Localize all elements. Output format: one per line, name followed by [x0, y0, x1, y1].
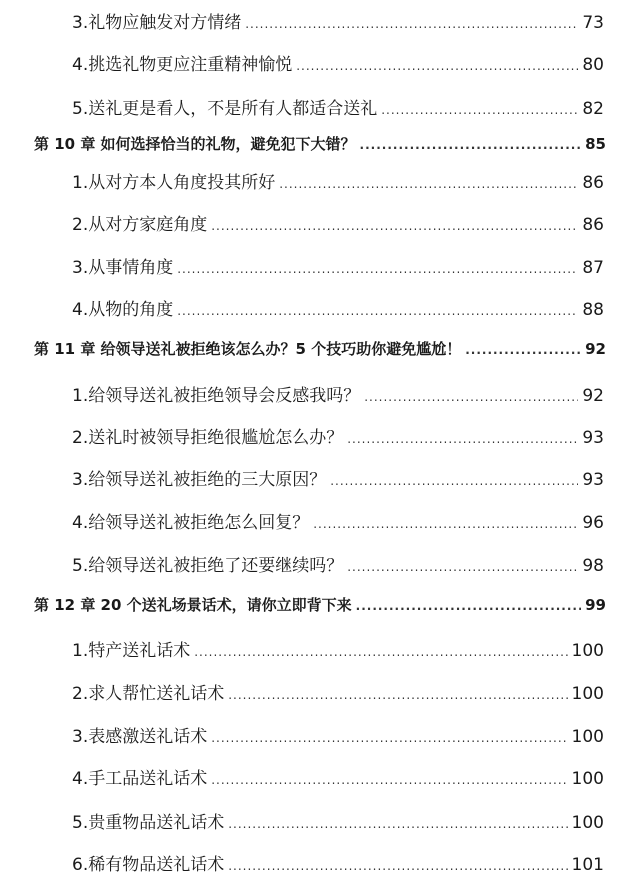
toc-entry-title: 1.给领导送礼被拒绝领导会反感我吗？ — [72, 386, 361, 406]
toc-page-number: 100 — [571, 641, 604, 661]
toc-page-number: 92 — [582, 386, 604, 406]
dot-leader — [347, 432, 578, 446]
toc-page-number: 92 — [585, 340, 606, 358]
dot-leader — [177, 304, 578, 318]
toc-entry-title: 3.给领导送礼被拒绝的三大原因？ — [72, 470, 327, 490]
toc-page-number: 73 — [582, 13, 604, 33]
toc-entry-title: 5.贵重物品送礼话术 — [72, 813, 225, 833]
toc-entry-title: 5.送礼更是看人，不是所有人都适合送礼 — [72, 99, 378, 119]
dot-leader — [360, 138, 582, 152]
dot-leader — [211, 731, 567, 745]
toc-entry-title: 4.给领导送礼被拒绝怎么回复？ — [72, 513, 310, 533]
toc-entry-title: 2.求人帮忙送礼话术 — [72, 684, 225, 704]
toc-page-number: 86 — [582, 215, 604, 235]
toc-entry-title: 5.给领导送礼被拒绝了还要继续吗？ — [72, 556, 344, 576]
dot-leader — [279, 177, 578, 191]
toc-page-number: 100 — [571, 727, 604, 747]
toc-page-number: 98 — [582, 556, 604, 576]
toc-section-row[interactable] — [72, 253, 604, 278]
toc-section-row[interactable] — [72, 381, 604, 406]
toc-section-row[interactable] — [72, 808, 604, 833]
toc-entry-title: 第 11 章 给领导送礼被拒绝该怎么办？5 个技巧助你避免尴尬！ — [34, 340, 462, 358]
toc-section-row[interactable] — [72, 210, 604, 235]
toc-page-number: 96 — [582, 513, 604, 533]
toc-entry-title: 第 12 章 20 个送礼场景话术，请你立即背下来 — [34, 596, 352, 614]
toc-section-row[interactable] — [72, 679, 604, 704]
toc-page-number: 82 — [582, 99, 604, 119]
dot-leader — [228, 859, 567, 873]
toc-entry-title: 3.从事情角度 — [72, 258, 174, 278]
toc-section-row[interactable] — [72, 551, 604, 576]
toc-page-number: 85 — [585, 135, 606, 153]
toc-chapter-row[interactable] — [34, 594, 606, 615]
toc-page-number: 100 — [571, 684, 604, 704]
toc-section-row[interactable] — [72, 722, 604, 747]
dot-leader — [330, 474, 578, 488]
toc-entry-title: 4.挑选礼物更应注重精神愉悦 — [72, 55, 293, 75]
toc-page-number: 100 — [571, 813, 604, 833]
dot-leader — [177, 262, 578, 276]
dot-leader — [211, 219, 578, 233]
dot-leader — [228, 817, 567, 831]
toc-chapter-row[interactable] — [34, 133, 606, 154]
toc-entry-title: 6.稀有物品送礼话术 — [72, 855, 225, 875]
toc-entry-title: 1.从对方本人角度投其所好 — [72, 173, 276, 193]
toc-section-row[interactable] — [72, 423, 604, 448]
dot-leader — [211, 773, 567, 787]
toc-page-number: 100 — [571, 769, 604, 789]
toc-entry-title: 2.送礼时被领导拒绝很尴尬怎么办？ — [72, 428, 344, 448]
toc-entry-title: 3.礼物应触发对方情绪 — [72, 13, 242, 33]
dot-leader — [228, 688, 567, 702]
toc-section-row[interactable] — [72, 465, 604, 490]
toc-page-number: 99 — [585, 596, 606, 614]
toc-entry-title: 第 10 章 如何选择恰当的礼物，避免犯下大错？ — [34, 135, 356, 153]
toc-section-row[interactable] — [72, 636, 604, 661]
toc-section-row[interactable] — [72, 50, 604, 75]
dot-leader — [364, 390, 578, 404]
dot-leader — [194, 645, 567, 659]
dot-leader — [296, 59, 578, 73]
dot-leader — [347, 560, 578, 574]
dot-leader — [465, 343, 581, 357]
toc-section-row[interactable] — [72, 94, 604, 119]
toc-page-number: 86 — [582, 173, 604, 193]
toc-section-row[interactable] — [72, 168, 604, 193]
toc-entry-title: 3.表感激送礼话术 — [72, 727, 208, 747]
toc-entry-title: 2.从对方家庭角度 — [72, 215, 208, 235]
toc-entry-title: 4.手工品送礼话术 — [72, 769, 208, 789]
dot-leader — [313, 517, 578, 531]
toc-section-row[interactable] — [72, 508, 604, 533]
toc-entry-title: 4.从物的角度 — [72, 300, 174, 320]
toc-section-row[interactable] — [72, 850, 604, 875]
toc-chapter-row[interactable] — [34, 338, 606, 359]
toc-section-row[interactable] — [72, 764, 604, 789]
toc-page-number: 80 — [582, 55, 604, 75]
toc-page-number: 101 — [571, 855, 604, 875]
toc-section-row[interactable] — [72, 295, 604, 320]
toc-entry-title: 1.特产送礼话术 — [72, 641, 191, 661]
toc-page-number: 93 — [582, 470, 604, 490]
dot-leader — [381, 103, 578, 117]
toc-page-number: 88 — [582, 300, 604, 320]
toc-page-number: 87 — [582, 258, 604, 278]
toc-page-number: 93 — [582, 428, 604, 448]
dot-leader — [245, 17, 578, 31]
dot-leader — [356, 599, 581, 613]
toc-section-row[interactable] — [72, 8, 604, 33]
